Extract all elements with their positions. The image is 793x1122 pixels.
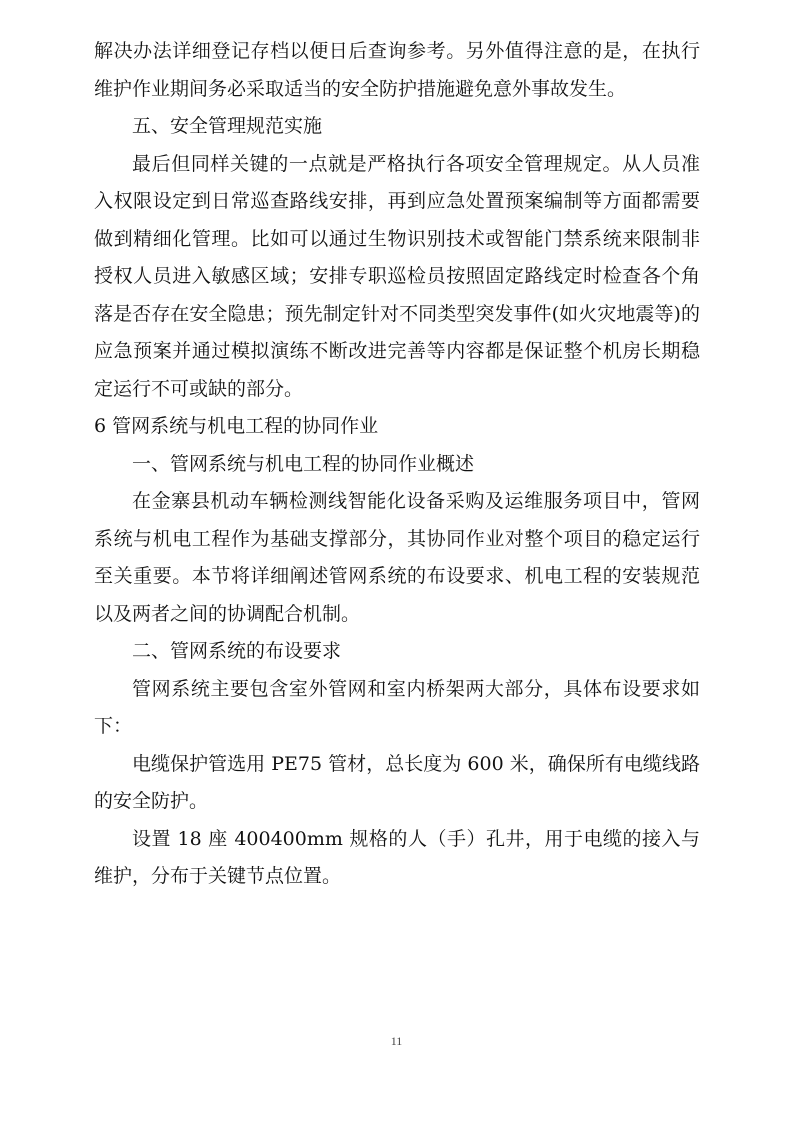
subheading-overview: 一、管网系统与机电工程的协同作业概述 <box>132 452 475 475</box>
paragraph-continuation: 解决办法详细登记存档以便日后查询参考。另外值得注意的是，在执行维护作业期间务必采取适当的安全防护措施避免意外事故发生。 <box>94 40 700 100</box>
paragraph-overview: 在金寨县机动车辆检测线智能化设备采购及运维服务项目中，管网系统与机电工程作为基础支撑部分，其协同作业对整个项目的稳定运行至关重要。本节将详细阐述管网系统的布设要求、机电工程的安装规范以及两者之间的协调配合机制。 <box>94 490 700 625</box>
section-heading-6: 6 管网系统与机电工程的协同作业 <box>94 415 379 437</box>
page-number: 11 <box>390 1034 403 1048</box>
subheading-safety-management: 五、安全管理规范实施 <box>132 115 323 137</box>
paragraph-cable-pipe: 电缆保护管选用 PE75 管材，总长度为 600 米，确保所有电缆线路的安全防护。 <box>94 752 700 812</box>
paragraph-safety-management: 最后但同样关键的一点就是严格执行各项安全管理规定。从人员准入权限设定到日常巡查路线安排，再到应急处置预案编制等方面都需要做到精细化管理。比如可以通过生物识别技术或智能门禁系统来限制非授权人员进入敏感区域；安排专职巡检员按照固定路线定时检查各个角落是否存在安全隐患；预先制定针对不同类型突发事件(如火灾地震等)的应急预案并通过模拟演练不断改进完善等内容都是保证整个机房长期稳定运行不可或缺的部分。 <box>94 152 700 400</box>
paragraph-pipeline-intro: 管网系统主要包含室外管网和室内桥架两大部分，具体布设要求如下： <box>94 677 700 737</box>
subheading-pipeline-requirements: 二、管网系统的布设要求 <box>132 640 342 662</box>
page-body <box>94 33 700 896</box>
paragraph-manholes: 设置 18 座 400400mm 规格的人（手）孔井，用于电缆的接入与维护，分布于关键节点位置。 <box>94 827 700 887</box>
